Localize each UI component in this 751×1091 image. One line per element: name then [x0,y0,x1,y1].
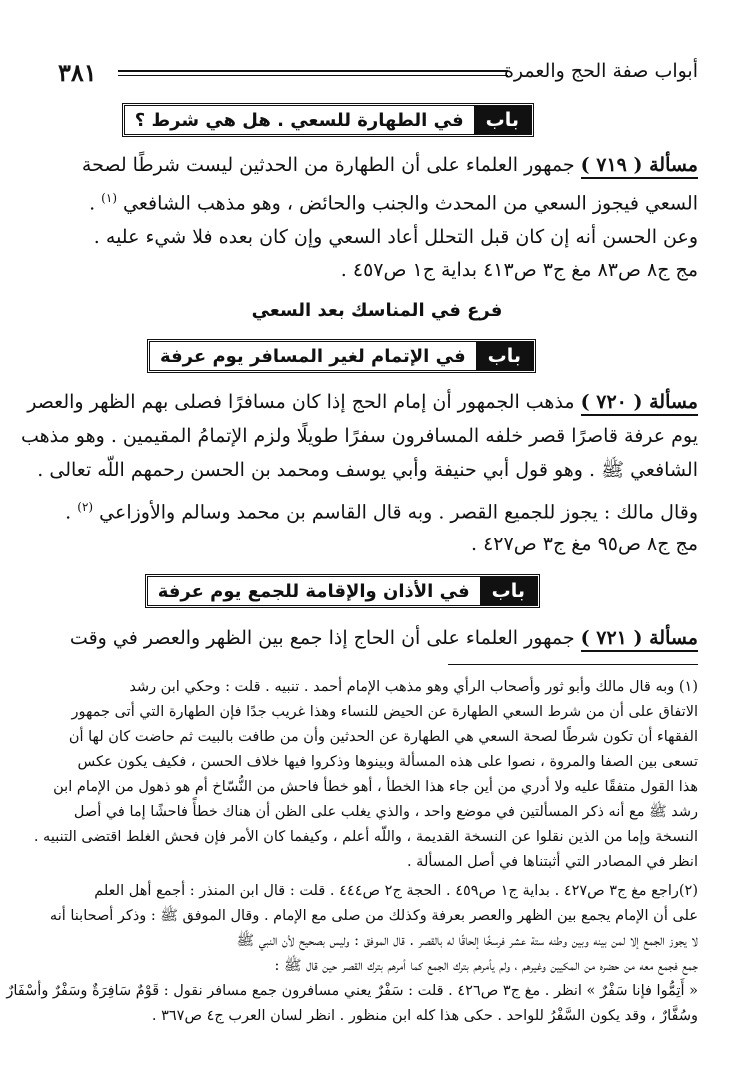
masala-719-refs: مج ج٨ ص٨٣ مغ ج٣ ص٤١٣ بداية ج١ ص٤٥٧ . [340,259,698,281]
bab-label: باب [476,342,533,370]
masala-text: جمهور العلماء على أن الحاج إذا جمع بين الظهر والعصر في وقت [69,627,575,649]
period: . [65,501,72,524]
footnote-2-line: وسُفَّارٌ ، وقد يكون السَّفْرُ للواحد . حكى هذا كله ابن منظور . انظر لسان العرب ج٤ ص٣٦٧ . [151,1008,698,1024]
far3-heading [56,296,698,325]
masala-text: وقال مالك : يجوز للجميع القصر . وبه قال القاسم بن محمد وسالم والأوزاعي [99,501,698,524]
footnote-2-line: جمع فجمع معه من حضره من المكيين وغيرهم ، ولم يأمرهم بترك الجمع كما أمرهم بترك القصر حين قال ﷺ : [274,958,698,974]
far3-title: فرع في المناسك بعد السعي [251,300,503,321]
running-title: أبواب صفة الحج والعمرة [503,60,698,82]
section-heading-itmam [147,339,536,373]
masala-720-line-2: يوم عرفة قاصرًا قصر خلفه المسافرون سفرًا طويلًا ولزم الإتمامُ المقيمين . وهو مذهب [20,425,698,447]
masala-text: مذهب الجمهور أن إمام الحج إذا كان مسافرًا فصلى بهم الظهر والعصر [27,391,575,413]
footnote-rule [448,664,698,665]
masala-720-line-4 [56,493,698,526]
footnote-1-line: هذا القول متفقًا عليه ولا أدري من أين جاء هذا الخطأ ، أهو خطأ فاحش من النُّسّاخ أم هو ذهول من الإمام ابن [53,779,698,795]
masala-719-line-1 [56,151,698,179]
footnote-2-line: لا يجوز الجمع إلا لمن بينه وبين وطنه ستة عشر فرسخًا إلحاقًا له بالقصر . قال الموفق : وليس بصحيح لأن النبي ﷺ [236,933,698,949]
masala-721-line-1 [56,624,698,652]
masala-720-refs: مج ج٨ ص٩٥ مغ ج٣ ص٤٢٧ . [471,533,698,555]
footnote-2-line: (٢)راجع مغ ج٣ ص٤٢٧ . بداية ج١ ص٤٥٩ . الحجة ج٢ ص٤٤٤ . قلت : قال ابن المنذر : أجمع أهل العلم [94,883,698,899]
bab-title: في الأذان والإقامة للجمع يوم عرفة [157,580,470,602]
period: . [89,192,96,215]
masala-719-line-3: وعن الحسن أنه إن كان قبل التحلل أعاد السعي وإن كان بعده فلا شيء عليه . [93,226,698,248]
header-rule [118,70,508,76]
masala-721-label: مسألة ( ٧٢١ ) [581,627,698,652]
footnote-2-line: على أن الإمام يجمع بين الظهر والعصر بعرفة وكذلك من صلى مع الإمام . وقال الموفق ﷺ : وذكر أصحابنا أنه [49,908,698,924]
masala-text: جمهور العلماء على أن الطهارة من الحدثين ليست شرطًا لصحة [81,154,575,176]
masala-719-label: مسألة ( ٧١٩ ) [581,154,698,179]
bab-label: باب [474,106,531,134]
masala-text: السعي فيجوز السعي من المحدث والجنب والحائض ، وهو مذهب الشافعي [123,192,698,215]
footnote-ref-1: (١) [101,191,117,205]
masala-720-label: مسألة ( ٧٢٠ ) [581,391,698,416]
section-heading-adhan [145,574,540,608]
footnote-1-line: الفقهاء أن تكون شرطًا لصحة السعي هي الطهارة عن الحدثين وأن من طافت بالبيت ثم حاضت كان لها أن [68,729,698,745]
bab-label: باب [480,577,537,605]
section-heading-taharah [122,103,534,137]
page-number: ٣٨١ [58,58,97,87]
footnote-1-line: الاتفاق على أن من شرط السعي الطهارة عن الحيض للنساء وهذا غريب جدًا فإن الطهارة التي أتى جمهور [71,704,698,720]
page [6,0,698,1091]
page-header [56,58,698,88]
footnote-1-line: النسخة وإما من الذين نقلوا عن النسخة القديمة ، واللّه أعلم ، وكيفما كان الأمر فإن فحش الغلط اقتضى التنبيه . [33,829,698,845]
footnote-ref-2: (٢) [77,500,94,514]
footnote-1-line: تسعى بين الصفا والمروة ، نصوا على هذه المسألة وبينوها وذكروا فيها خلاف الحسن ، فكيف يكون عكس [77,754,698,770]
footnote-2-line: « أَتِمُّوا فإنا سَفْرٌ » انظر . مغ ج٣ ص٤٢٦ . قلت : سَفْرٌ يعني مسافرون جمع مسافر نقول : قَوْمٌ سَافِرَةٌ وسَفْرٌ وأسْفَارٌ [6,983,698,999]
footnote-1-line: رشد ﷺ مع أنه ذكر المسألتين في موضع واحد ، والذي يغلب على الظن أن هناك خطأً فاحشًا إما في أصل [73,804,698,820]
footnote-1-line: (١) وبه قال مالك وأبو ثور وأصحاب الرأي وهو مذهب الإمام أحمد . تنبيه . قلت : وحكي ابن رشد [129,679,698,695]
bab-title: في الطهارة للسعي . هل هي شرط ؟ [134,109,464,131]
bab-title: في الإتمام لغير المسافر يوم عرفة [159,345,466,367]
masala-720-line-3: الشافعي ﷺ . وهو قول أبي حنيفة وأبي يوسف ومحمد بن الحسن رحمهم اللّه تعالى . [37,459,698,481]
masala-719-line-2 [56,184,698,217]
footnote-1-line: انظر في المصادر التي أثبتناها في أصل المسألة . [406,854,698,870]
masala-720-line-1 [27,388,698,416]
